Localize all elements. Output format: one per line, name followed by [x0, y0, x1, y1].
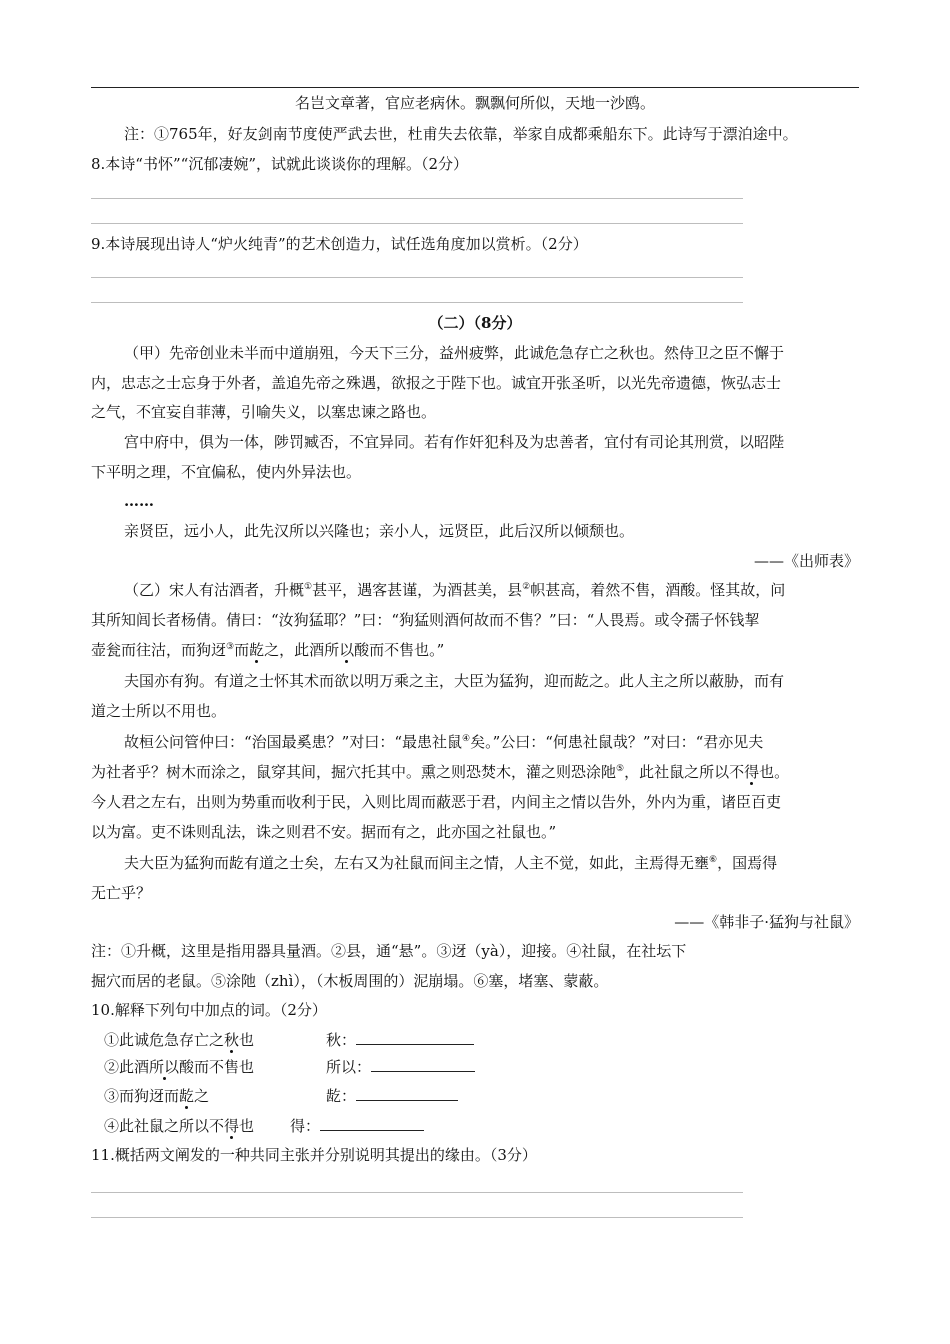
q10-item-1: ①此诚危急存亡之秋也 — [104, 1031, 255, 1049]
passage-jia-line: 之气，不宜妄自菲薄，引喻失义，以塞忠谏之路也。 — [91, 403, 437, 421]
header-rule — [91, 87, 859, 88]
annotation-line: 掘穴而居的老鼠。⑤涂阤（zhì），（木板周围的）泥崩塌。⑥塞，堵塞、蒙蔽。 — [91, 972, 609, 990]
q10-answer-2: 所以： — [326, 1056, 475, 1078]
passage-jia-line: 下平明之理，不宜偏私，使内外异法也。 — [91, 463, 362, 481]
q10-blank-2[interactable] — [371, 1056, 475, 1072]
source-yi: ——《韩非子·猛狗与社鼠》 — [674, 913, 859, 931]
q10-answer-1: 秋： — [326, 1029, 474, 1051]
answer-line-8a[interactable] — [91, 198, 743, 199]
poem-last-line: 名岂文章著，官应老病休。飘飘何所似，天地一沙鸥。 — [294, 94, 655, 112]
dotted-word: 所以 — [149, 1058, 180, 1076]
answer-line-11b[interactable] — [91, 1217, 743, 1218]
passage-yi-line: 壶瓮而往沽，而狗迓③而龁之，此酒所以酸而不售也。” — [91, 641, 445, 659]
passage-yi-line: 无亡乎？ — [91, 884, 152, 902]
dotted-word: 龁 — [249, 641, 265, 659]
passage-yi-line: 今人君之左右，出则为势重而收利于民，入则比周而蔽恶于君，内间主之情以告外，外内为重，诸臣百吏 — [91, 793, 782, 811]
q10-item-3: ③而狗迓而龁之 — [104, 1087, 210, 1105]
dotted-word: 龁 — [179, 1087, 195, 1105]
dotted-word: 以 — [339, 641, 355, 659]
answer-line-8b[interactable] — [91, 223, 743, 224]
passage-yi-line: 为社者乎？树木而涂之，鼠穿其间，掘穴托其中。熏之则恐焚木，灌之则恐涂阤⑤，此社鼠之所以不得也。 — [91, 763, 790, 781]
dotted-word: 得 — [224, 1117, 240, 1135]
section-heading: （二）（8分） — [428, 314, 522, 332]
passage-yi-line: 以为富。吏不诛则乱法，诛之则君不安。据而有之，此亦国之社鼠也。” — [91, 823, 557, 841]
dotted-word: 秋 — [224, 1031, 240, 1049]
annotation-line: 注：①升概，这里是指用器具量酒。②县，通“悬”。③迓（yà），迎接。④社鼠，在社坛下 — [91, 942, 687, 960]
q10-blank-1[interactable] — [356, 1029, 474, 1045]
passage-jia-line: 宫中府中，俱为一体，陟罚臧否，不宜异同。若有作奸犯科及为忠善者，宜付有司论其刑赏，以昭陛 — [124, 433, 785, 451]
question-8: 8.本诗“书怀”“沉郁凄婉”，试就此谈谈你的理解。（2分） — [91, 155, 469, 173]
passage-yi-line: 道之士所以不用也。 — [91, 702, 227, 720]
q10-item-2: ②此酒所以酸而不售也 — [104, 1058, 255, 1076]
q10-answer-3: 龁： — [326, 1085, 458, 1107]
passage-yi-line: 故桓公问管仲曰：“治国最奚患？”对曰：“最患社鼠④矣。”公曰：“何患社鼠哉？”对曰：“君亦见夫 — [124, 733, 764, 751]
passage-yi-line: 其所知闾长者杨倩。倩曰：“汝狗猛耶？”曰：“狗猛则酒何故而不售？”曰：“人畏焉。或令孺子怀钱挈 — [91, 611, 760, 629]
passage-jia-line: 亲贤臣，远小人，此先汉所以兴隆也；亲小人，远贤臣，此后汉所以倾颓也。 — [124, 522, 635, 540]
ellipsis: …… — [124, 492, 154, 510]
q10-answer-4: 得： — [290, 1115, 424, 1137]
q10-blank-4[interactable] — [320, 1115, 424, 1131]
question-10: 10.解释下列句中加点的词。（2分） — [91, 1001, 327, 1019]
passage-yi-line: 夫国亦有狗。有道之士怀其术而欲以明万乘之主，大臣为猛狗，迎而龁之。此人主之所以蔽胁，而有 — [124, 672, 785, 690]
q10-item-4: ④此社鼠之所以不得也 — [104, 1117, 255, 1135]
answer-line-9b[interactable] — [91, 302, 743, 303]
source-jia: ——《出师表》 — [753, 552, 859, 570]
answer-line-9a[interactable] — [91, 277, 743, 278]
passage-yi-line: （乙）宋人有沽酒者，升概①甚平，遇客甚谨，为酒甚美，县②帜甚高，着然不售，酒酸。怪其故，问 — [124, 581, 786, 599]
question-9: 9.本诗展现出诗人“炉火纯青”的艺术创造力，试任选角度加以赏析。（2分） — [91, 235, 588, 253]
passage-jia-line: （甲）先帝创业未半而中道崩殂，今天下三分，益州疲弊，此诚危急存亡之秋也。然侍卫之臣不懈于 — [124, 344, 785, 362]
answer-line-11a[interactable] — [91, 1192, 743, 1193]
dotted-word: 得 — [744, 763, 760, 781]
question-11: 11.概括两文阐发的一种共同主张并分别说明其提出的缘由。（3分） — [91, 1146, 537, 1164]
passage-yi-line: 夫大臣为猛狗而龁有道之士矣，左右又为社鼠而间主之情，人主不觉，如此，主焉得无壅⑥，国焉得 — [124, 854, 778, 872]
q10-blank-3[interactable] — [356, 1085, 458, 1101]
poem-note: 注：①765年，好友剑南节度使严武去世，杜甫失去依靠，举家自成都乘船东下。此诗写于漂泊途中。 — [124, 125, 798, 143]
passage-jia-line: 内，忠志之士忘身于外者，盖追先帝之殊遇，欲报之于陛下也。诚宜开张圣听，以光先帝遗德，恢弘志士 — [91, 374, 782, 392]
